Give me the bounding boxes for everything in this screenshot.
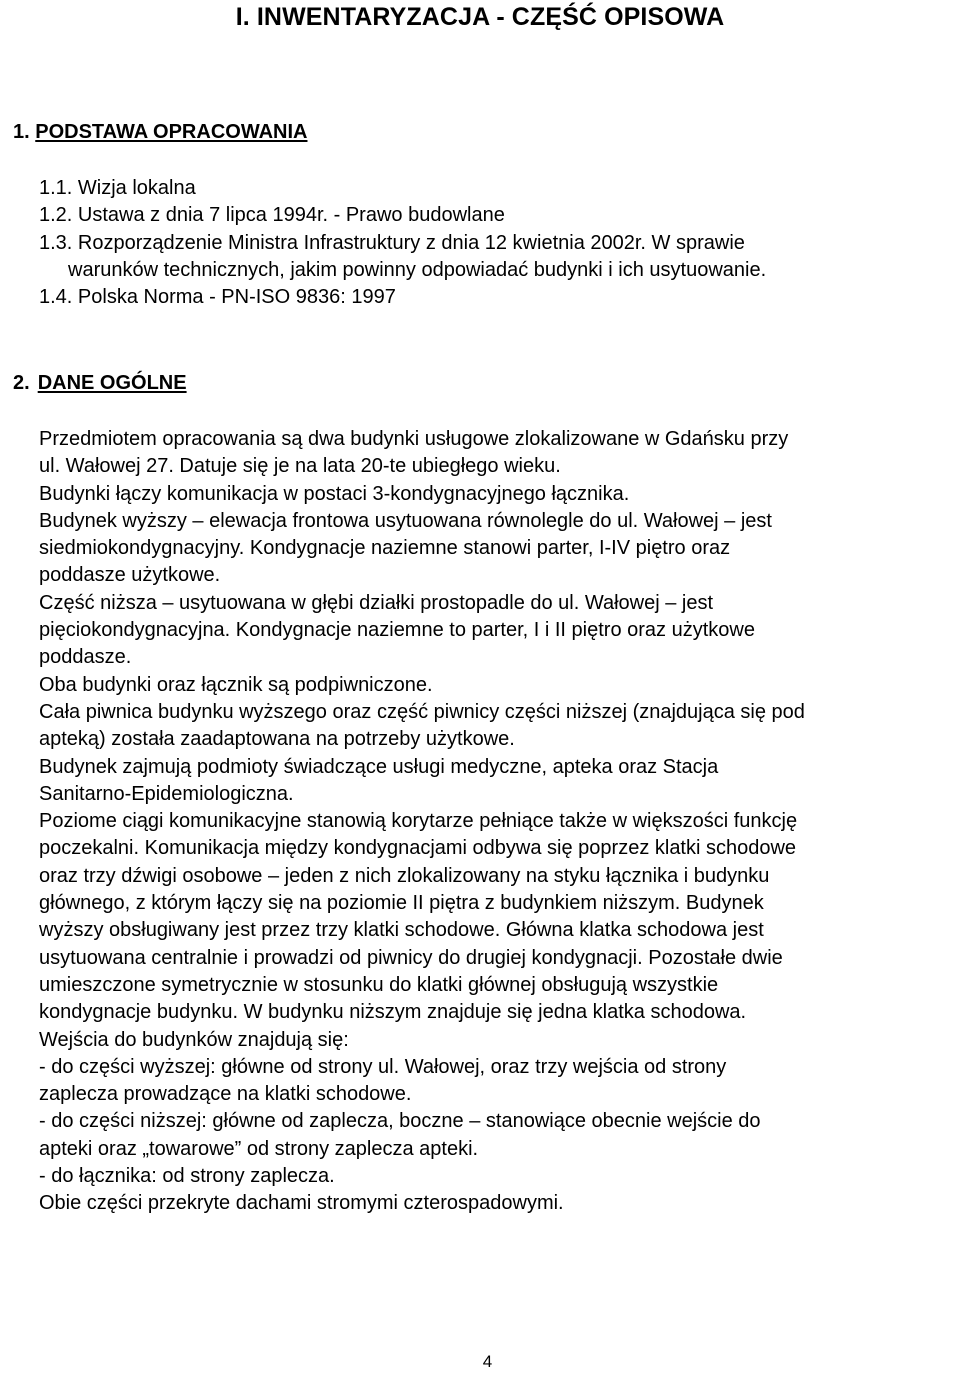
section-1-heading xyxy=(13,118,307,146)
section-2-body xyxy=(39,426,960,1218)
body-line: Cała piwnica budynku wyższego oraz część piwnicy części niższej (znajdująca się pod xyxy=(39,700,805,723)
body-line: Budynek zajmują podmioty świadczące usługi medyczne, apteka oraz Stacja xyxy=(39,755,719,778)
reference-item: 1.1. Wizja lokalna xyxy=(39,177,196,199)
body-line: Oba budynki oraz łącznik są podpiwniczone. xyxy=(39,673,433,696)
section-2-title: DANE OGÓLNE xyxy=(37,372,187,394)
body-line: Obie części przekryte dachami stromymi czterospadowymi. xyxy=(39,1192,564,1215)
body-line: - do części niższej: główne od zaplecza, boczne – stanowiące obecnie wejście do xyxy=(39,1110,761,1133)
body-line: Sanitarno-Epidemiologiczna. xyxy=(39,782,294,805)
body-line: poczekalni. Komunikacja między kondygnacjami odbywa się poprzez klatki schodowe xyxy=(39,837,797,860)
references-list xyxy=(0,175,960,311)
body-line: poddasze użytkowe. xyxy=(39,564,221,587)
section-2-heading xyxy=(13,369,187,397)
body-line: usytuowana centralnie i prowadzi od piwnicy do drugiej kondygnacji. Pozostałe dwie xyxy=(39,946,783,969)
body-line: Część niższa – usytuowana w głębi działki prostopadle do ul. Wałowej – jest xyxy=(39,591,714,614)
page-number: 4 xyxy=(482,1352,493,1371)
body-line: Budynki łączy komunikacja w postaci 3-kondygnacyjnego łącznika. xyxy=(39,482,630,505)
body-line: ul. Wałowej 27. Datuje się je na lata 20-te ubiegłego wieku. xyxy=(39,455,561,478)
body-line: Poziome ciągi komunikacyjne stanowią korytarze pełniące także w większości funkcję xyxy=(39,810,798,833)
section-1-number: 1. xyxy=(13,121,30,143)
body-line: apteki oraz „towarowe” od strony zaplecza apteki. xyxy=(39,1137,479,1160)
body-line: pięciokondygnacyjna. Kondygnacje naziemne to parter, I i II piętro oraz użytkowe xyxy=(39,619,755,642)
reference-item-continuation: warunków technicznych, jakim powinny odpowiadać budynki i ich usytuowanie. xyxy=(68,258,767,281)
body-line: zaplecza prowadzące na klatki schodowe. xyxy=(39,1083,412,1106)
reference-item: 1.2. Ustawa z dnia 7 lipca 1994r. - Prawo budowlane xyxy=(39,204,505,227)
reference-item: 1.4. Polska Norma - PN-ISO 9836: 1997 xyxy=(39,286,396,309)
body-line: Przedmiotem opracowania są dwa budynki usługowe zlokalizowane w Gdańsku przy xyxy=(39,428,789,450)
section-1-title: PODSTAWA OPRACOWANIA xyxy=(35,121,308,143)
reference-item: 1.3. Rozporządzenie Ministra Infrastruktury z dnia 12 kwietnia 2002r. W sprawie xyxy=(39,231,745,254)
body-line: - do łącznika: od strony zaplecza. xyxy=(39,1165,335,1188)
body-line: głównego, z którym łączy się na poziomie II piętra z budynkiem niższym. Budynek xyxy=(39,892,764,915)
body-line: Wejścia do budynków znajdują się: xyxy=(39,1028,349,1051)
body-line: kondygnacje budynku. W budynku niższym znajduje się jedna klatka schodowa. xyxy=(39,1001,747,1024)
body-line: poddasze. xyxy=(39,646,132,669)
body-line: - do części wyższej: główne od strony ul. Wałowej, oraz trzy wejścia od strony xyxy=(39,1055,727,1078)
page-title: I. INWENTARYZACJA - CZĘŚĆ OPISOWA xyxy=(235,3,725,31)
body-line: siedmiokondygnacyjny. Kondygnacje naziemne stanowi parter, I-IV piętro oraz xyxy=(39,537,731,560)
body-line: apteką) została zaadaptowana na potrzeby użytkowe. xyxy=(39,728,515,751)
body-line: oraz trzy dźwigi osobowe – jeden z nich zlokalizowany na styku łącznika i budynku xyxy=(39,864,770,887)
body-line: umieszczone symetrycznie w stosunku do klatki głównej obsługują wszystkie xyxy=(39,973,719,996)
body-line: wyższy obsługiwany jest przez trzy klatki schodowe. Główna klatka schodowa jest xyxy=(39,919,764,942)
body-line: Budynek wyższy – elewacja frontowa usytuowana równolegle do ul. Wałowej – jest xyxy=(39,509,772,532)
section-2-number: 2. xyxy=(13,372,30,394)
